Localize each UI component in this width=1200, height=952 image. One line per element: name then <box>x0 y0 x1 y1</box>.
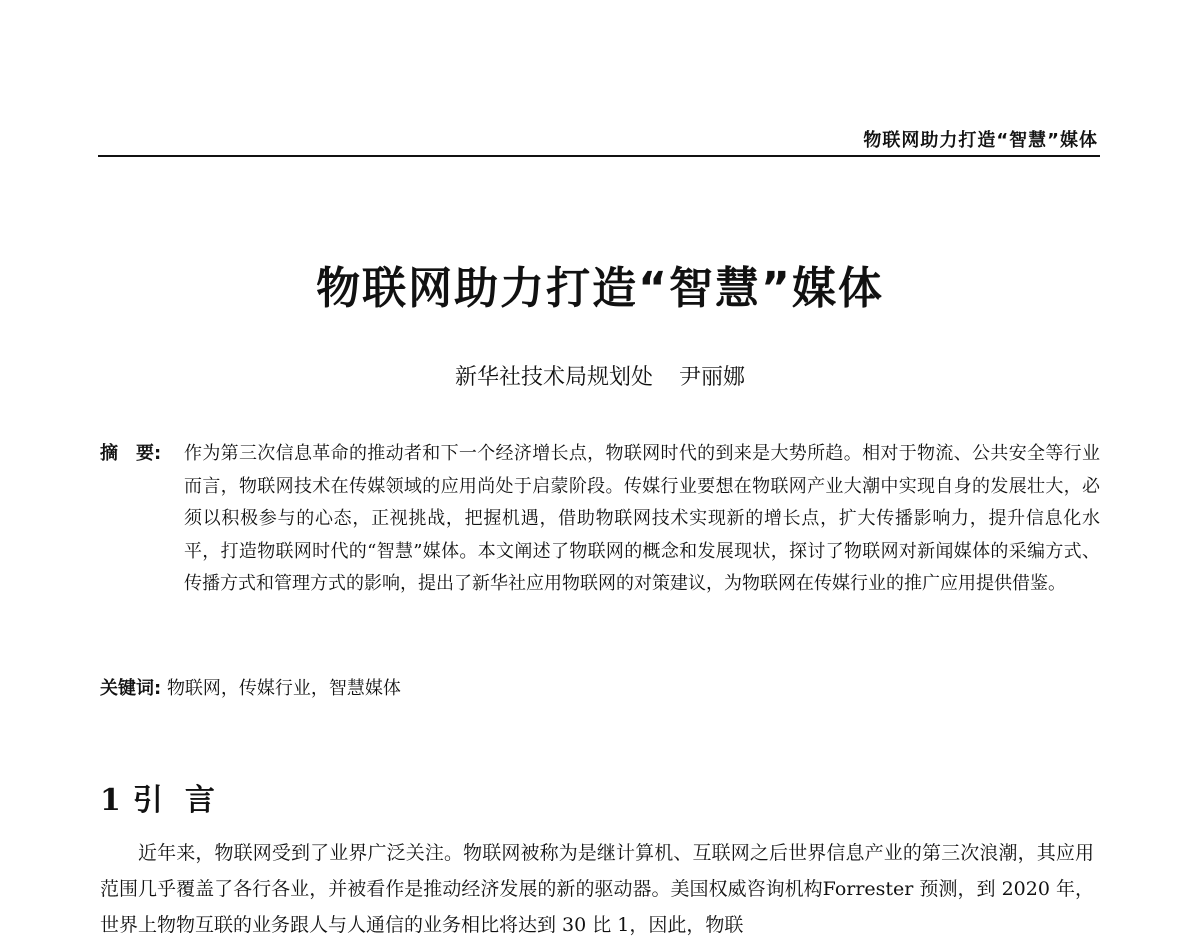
section-title: 引言 <box>132 783 237 818</box>
abstract-label-first: 摘 <box>100 443 118 464</box>
paper-title: 物联网助力打造“智慧”媒体 <box>316 263 884 314</box>
section-heading <box>100 775 237 819</box>
author-name: 尹丽娜 <box>679 365 746 390</box>
affiliation: 新华社技术局规划处 <box>454 365 653 390</box>
author-line <box>0 360 1200 391</box>
running-header-title: 物联网助力打造“智慧”媒体 <box>863 130 1098 151</box>
body-text <box>100 835 1094 943</box>
header-rule <box>98 155 1100 157</box>
keywords-line <box>100 674 401 700</box>
keywords-label: 关键词: <box>100 678 162 699</box>
section-number: 1 <box>100 783 121 818</box>
abstract-block <box>100 438 1100 601</box>
abstract-text: 作为第三次信息革命的推动者和下一个经济增长点，物联网时代的到来是大势所趋。相对于物流、公共安全等行业而言，物联网技术在传媒领域的应用尚处于启蒙阶段。传媒行业要想在物联网产业大潮中实现自身的发展壮大，必须以积极参与的心态，正视挑战，把握机遇，借助物联网技术实现新的增长点，扩大传播影响力，提升信息化水平，打造物联网时代的“智慧”媒体。本文阐述了物联网的概念和发展现状，探讨了物联网对新闻媒体的采编方式、传播方式和管理方式的影响，提出了新华社应用物联网的对策建议，为物联网在传媒行业的推广应用提供借鉴。 <box>184 443 1100 594</box>
body-paragraph: 近年来，物联网受到了业界广泛关注。物联网被称为是继计算机、互联网之后世界信息产业的第三次浪潮，其应用范围几乎覆盖了各行各业，并被看作是推动经济发展的新的驱动器。美国权威咨询机构Forrester 预测，到 2020 年，世界上物物互联的业务跟人与人通信的业务相比将达到 30 比 1，因此，物联 <box>100 842 1094 936</box>
keywords-text: 物联网，传媒行业，智慧媒体 <box>166 678 401 699</box>
abstract-label <box>100 438 161 471</box>
abstract-label-second: 要: <box>136 443 162 464</box>
